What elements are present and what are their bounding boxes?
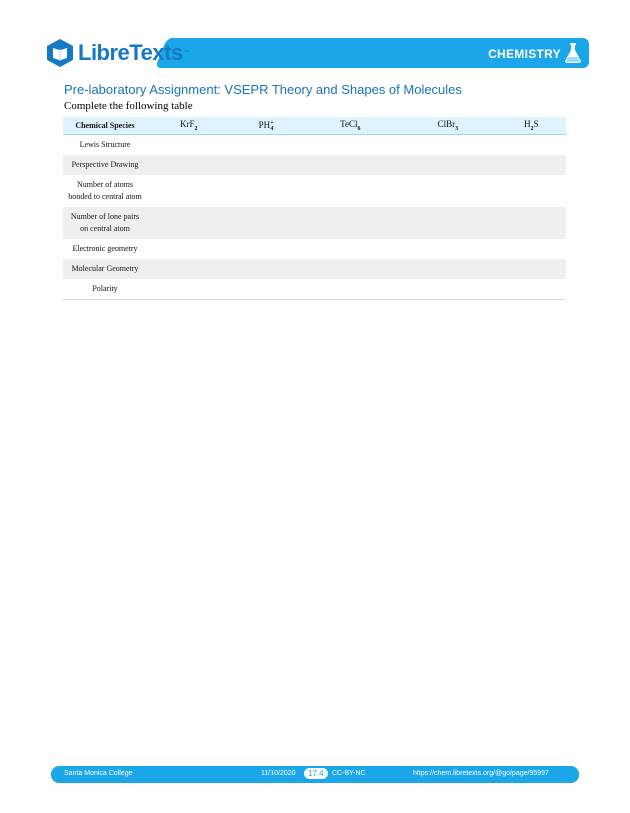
logo-trademark: ™ [183,50,190,56]
row-label-lewis-structure: Lewis Structure [79,140,131,149]
table-cell[interactable] [302,207,399,239]
vsepr-table [63,117,566,300]
row-label-molecular-geometry: Molecular Geometry [63,259,147,279]
table-cell[interactable] [399,207,497,239]
column-header-tecl6: TeCl$_6$ [302,117,399,135]
table-cell[interactable] [399,175,497,207]
subject-label[interactable]: CHEMISTRY [488,47,561,61]
table-row [63,207,566,239]
table-cell[interactable] [497,155,566,175]
table-cell[interactable] [147,175,231,207]
table-cell[interactable] [497,279,566,300]
table-cell[interactable] [302,135,399,156]
table-cell[interactable] [147,239,231,259]
table-cell[interactable] [147,155,231,175]
instruction-text: Complete the following table [64,100,193,112]
table-row [63,279,566,300]
table-cell[interactable] [147,279,231,300]
table-cell[interactable] [497,135,566,156]
footer-page-number: 17.4 [304,768,328,779]
table-cell[interactable] [231,239,302,259]
libretexts-book-icon [45,38,75,68]
column-header-h2s: $H_2S$ [497,117,566,135]
logo-text: LibreTexts [78,40,183,65]
footer-license[interactable]: CC-BY-NC [332,770,366,777]
table-row [63,175,566,207]
row-label-perspective-drawing: Perspective Drawing [63,155,147,175]
table-cell[interactable] [302,279,399,300]
table-row [63,155,566,175]
table-cell[interactable] [497,239,566,259]
table-row [63,239,566,259]
row-label-lone-pairs: Number of lone pairs on central atom [63,207,147,239]
table-cell[interactable] [302,239,399,259]
table-row [63,135,566,156]
table-cell[interactable] [147,207,231,239]
table-header-row [63,117,566,135]
table-cell[interactable] [231,135,302,156]
table-cell[interactable] [399,259,497,279]
table-cell[interactable] [231,175,302,207]
column-header-clbr3: ClBr$_3$ [399,117,497,135]
table-cell[interactable] [497,259,566,279]
table-cell[interactable] [399,135,497,156]
table-cell[interactable] [147,259,231,279]
footer-url-link[interactable]: https://chem.libretexts.org/@go/page/95997 [413,770,549,777]
table-cell[interactable] [399,155,497,175]
table-cell[interactable] [399,239,497,259]
table-cell[interactable] [231,207,302,239]
row-label-bonded-atoms: Number of atoms bonded to central atom [68,180,142,201]
row-label-electronic-geometry: Electronic geometry [72,244,138,253]
page-title: Pre-laboratory Assignment: VSEPR Theory and Shapes of Molecules [64,82,462,97]
footer-date: 11/10/2020 [261,770,296,777]
column-header-krf2: KrF$_2$ [147,117,231,135]
table-cell[interactable] [302,155,399,175]
row-label-polarity: Polarity [63,279,147,300]
table-cell[interactable] [231,279,302,300]
table-cell[interactable] [497,175,566,207]
table-cell[interactable] [231,259,302,279]
table-row [63,259,566,279]
table-cell[interactable] [302,259,399,279]
page-header [45,36,589,70]
libretexts-logo[interactable] [45,36,190,70]
column-header-ph4: PH + 4 [231,117,302,135]
table-cell[interactable] [399,279,497,300]
column-header-species: Chemical Species [63,117,147,135]
table-cell[interactable] [147,135,231,156]
page-footer [51,766,579,783]
table-cell[interactable] [302,175,399,207]
table-cell[interactable] [497,207,566,239]
table-cell[interactable] [231,155,302,175]
flask-icon [564,42,582,64]
footer-source: Santa Monica College [64,770,133,777]
